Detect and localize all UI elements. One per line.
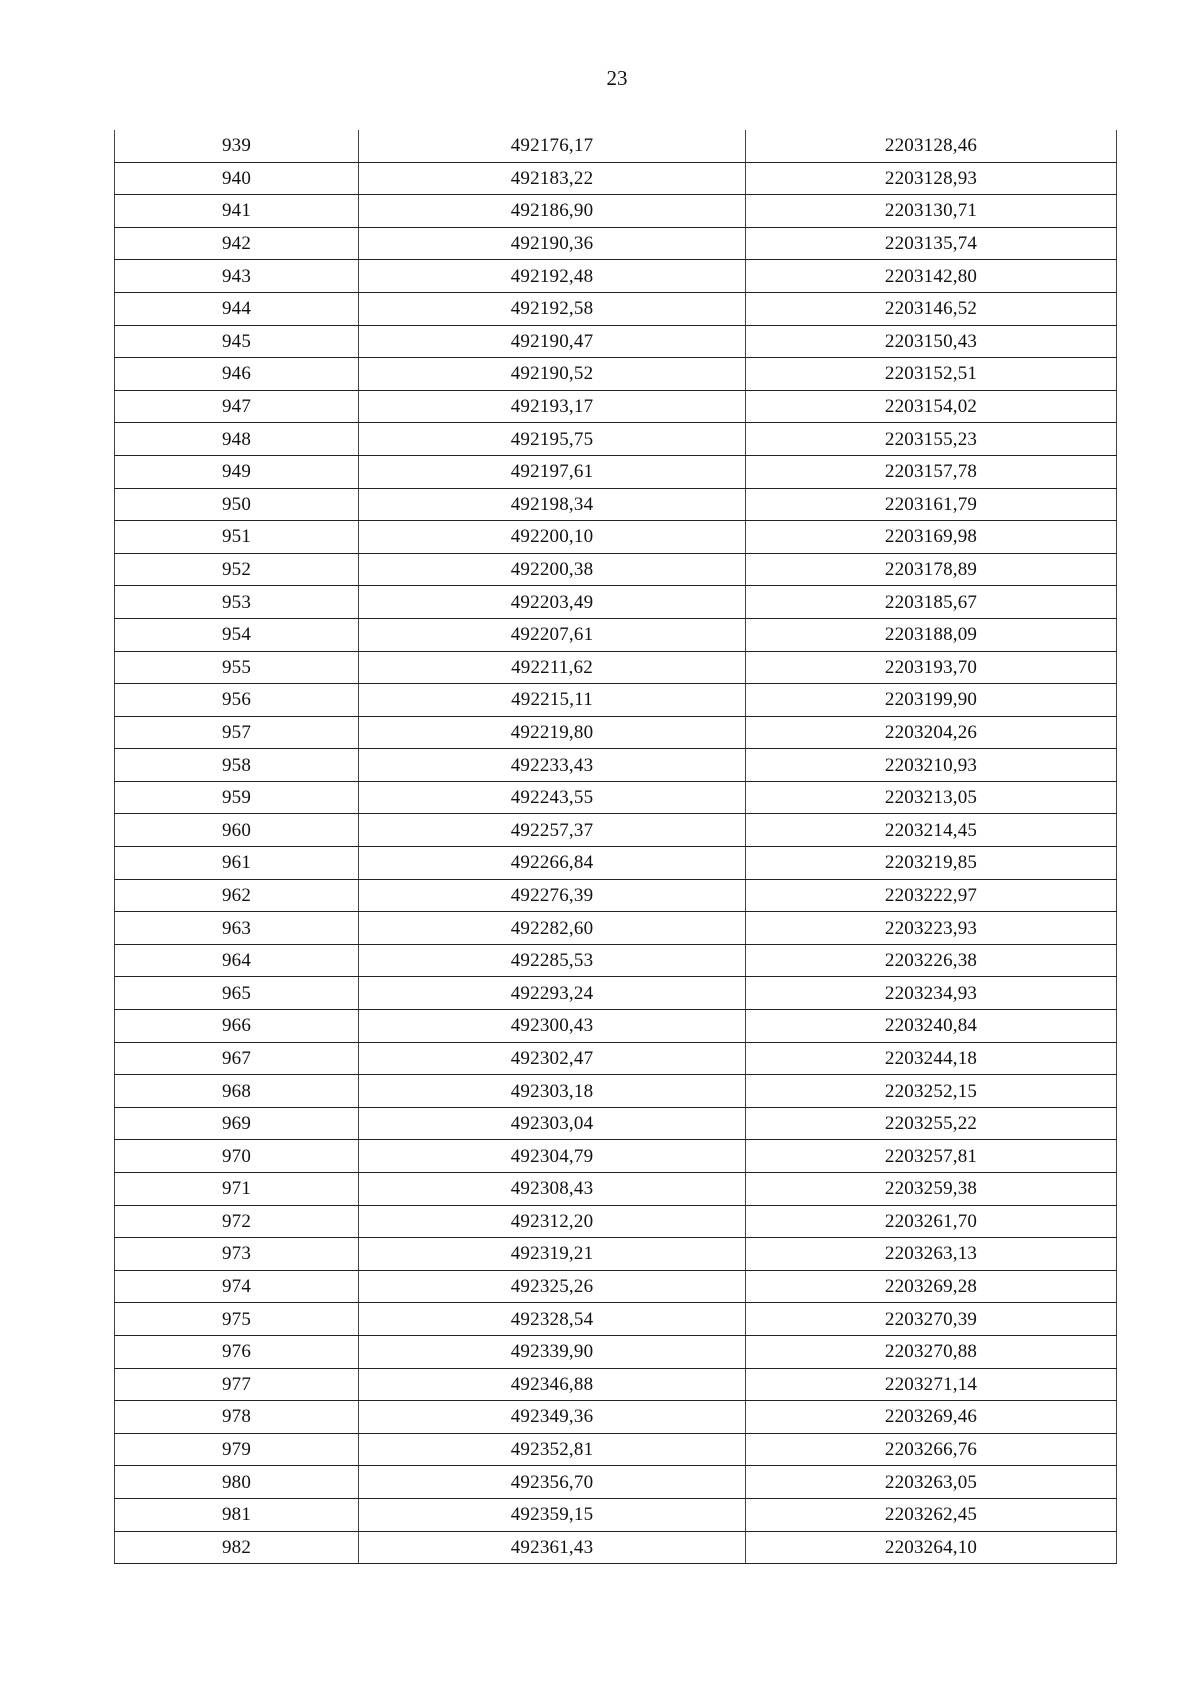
x-coordinate-cell: 492200,10 [359,521,746,554]
point-number-cell: 956 [115,684,359,717]
point-number-cell: 952 [115,553,359,586]
table-row [115,879,1117,912]
x-coordinate-cell: 492361,43 [359,1531,746,1564]
x-coordinate-cell: 492257,37 [359,814,746,847]
table-row [115,1433,1117,1466]
point-number-cell: 958 [115,749,359,782]
table-row [115,325,1117,358]
y-coordinate-cell: 2203269,46 [746,1401,1117,1434]
table-row [115,1205,1117,1238]
table-row [115,227,1117,260]
x-coordinate-cell: 492359,15 [359,1498,746,1531]
point-number-cell: 961 [115,847,359,880]
x-coordinate-cell: 492197,61 [359,455,746,488]
x-coordinate-cell: 492285,53 [359,944,746,977]
x-coordinate-cell: 492312,20 [359,1205,746,1238]
y-coordinate-cell: 2203128,46 [746,130,1117,162]
table-row [115,1531,1117,1564]
y-coordinate-cell: 2203161,79 [746,488,1117,521]
point-number-cell: 963 [115,912,359,945]
y-coordinate-cell: 2203128,93 [746,162,1117,195]
y-coordinate-cell: 2203234,93 [746,977,1117,1010]
table-row [115,260,1117,293]
table-row [115,358,1117,391]
table-row [115,912,1117,945]
x-coordinate-cell: 492198,34 [359,488,746,521]
table-row [115,553,1117,586]
point-number-cell: 941 [115,195,359,228]
table-row [115,1270,1117,1303]
y-coordinate-cell: 2203263,05 [746,1466,1117,1499]
table-row [115,195,1117,228]
y-coordinate-cell: 2203135,74 [746,227,1117,260]
y-coordinate-cell: 2203252,15 [746,1075,1117,1108]
table-row [115,716,1117,749]
point-number-cell: 977 [115,1368,359,1401]
y-coordinate-cell: 2203270,39 [746,1303,1117,1336]
table-row [115,162,1117,195]
x-coordinate-cell: 492215,11 [359,684,746,717]
point-number-cell: 976 [115,1335,359,1368]
table-row [115,130,1117,162]
x-coordinate-cell: 492352,81 [359,1433,746,1466]
y-coordinate-cell: 2203226,38 [746,944,1117,977]
table-row [115,455,1117,488]
y-coordinate-cell: 2203240,84 [746,1010,1117,1043]
point-number-cell: 949 [115,455,359,488]
table-row [115,684,1117,717]
x-coordinate-cell: 492339,90 [359,1335,746,1368]
page-number: 23 [606,66,628,90]
table-row [115,586,1117,619]
point-number-cell: 947 [115,390,359,423]
x-coordinate-cell: 492304,79 [359,1140,746,1173]
point-number-cell: 960 [115,814,359,847]
point-number-cell: 940 [115,162,359,195]
x-coordinate-cell: 492211,62 [359,651,746,684]
y-coordinate-cell: 2203154,02 [746,390,1117,423]
x-coordinate-cell: 492192,58 [359,292,746,325]
y-coordinate-cell: 2203244,18 [746,1042,1117,1075]
y-coordinate-cell: 2203263,13 [746,1238,1117,1271]
point-number-cell: 944 [115,292,359,325]
y-coordinate-cell: 2203223,93 [746,912,1117,945]
y-coordinate-cell: 2203150,43 [746,325,1117,358]
x-coordinate-cell: 492349,36 [359,1401,746,1434]
x-coordinate-cell: 492200,38 [359,553,746,586]
y-coordinate-cell: 2203169,98 [746,521,1117,554]
x-coordinate-cell: 492243,55 [359,781,746,814]
x-coordinate-cell: 492190,36 [359,227,746,260]
point-number-cell: 979 [115,1433,359,1466]
point-number-cell: 982 [115,1531,359,1564]
table-row [115,488,1117,521]
point-number-cell: 968 [115,1075,359,1108]
point-number-cell: 969 [115,1107,359,1140]
x-coordinate-cell: 492193,17 [359,390,746,423]
y-coordinate-cell: 2203270,88 [746,1335,1117,1368]
table-row [115,521,1117,554]
y-coordinate-cell: 2203152,51 [746,358,1117,391]
x-coordinate-cell: 492190,52 [359,358,746,391]
x-coordinate-cell: 492303,18 [359,1075,746,1108]
y-coordinate-cell: 2203214,45 [746,814,1117,847]
y-coordinate-cell: 2203188,09 [746,618,1117,651]
y-coordinate-cell: 2203261,70 [746,1205,1117,1238]
y-coordinate-cell: 2203146,52 [746,292,1117,325]
point-number-cell: 974 [115,1270,359,1303]
table-row [115,1466,1117,1499]
table-row [115,423,1117,456]
point-number-cell: 957 [115,716,359,749]
x-coordinate-cell: 492219,80 [359,716,746,749]
y-coordinate-cell: 2203130,71 [746,195,1117,228]
point-number-cell: 966 [115,1010,359,1043]
table-row [115,1140,1117,1173]
point-number-cell: 981 [115,1498,359,1531]
y-coordinate-cell: 2203213,05 [746,781,1117,814]
point-number-cell: 971 [115,1173,359,1206]
point-number-cell: 962 [115,879,359,912]
table-row [115,618,1117,651]
point-number-cell: 953 [115,586,359,619]
y-coordinate-cell: 2203142,80 [746,260,1117,293]
y-coordinate-cell: 2203199,90 [746,684,1117,717]
point-number-cell: 950 [115,488,359,521]
x-coordinate-cell: 492195,75 [359,423,746,456]
y-coordinate-cell: 2203269,28 [746,1270,1117,1303]
point-number-cell: 951 [115,521,359,554]
y-coordinate-cell: 2203222,97 [746,879,1117,912]
point-number-cell: 942 [115,227,359,260]
table-row [115,1010,1117,1043]
y-coordinate-cell: 2203155,23 [746,423,1117,456]
x-coordinate-cell: 492328,54 [359,1303,746,1336]
y-coordinate-cell: 2203262,45 [746,1498,1117,1531]
x-coordinate-cell: 492176,17 [359,130,746,162]
x-coordinate-cell: 492302,47 [359,1042,746,1075]
y-coordinate-cell: 2203193,70 [746,651,1117,684]
x-coordinate-cell: 492186,90 [359,195,746,228]
y-coordinate-cell: 2203157,78 [746,455,1117,488]
y-coordinate-cell: 2203210,93 [746,749,1117,782]
x-coordinate-cell: 492356,70 [359,1466,746,1499]
x-coordinate-cell: 492233,43 [359,749,746,782]
table-row [115,749,1117,782]
point-number-cell: 980 [115,1466,359,1499]
coordinates-table-body [115,130,1117,1564]
x-coordinate-cell: 492203,49 [359,586,746,619]
table-row [115,814,1117,847]
y-coordinate-cell: 2203178,89 [746,553,1117,586]
point-number-cell: 948 [115,423,359,456]
table-row [115,1042,1117,1075]
point-number-cell: 972 [115,1205,359,1238]
y-coordinate-cell: 2203219,85 [746,847,1117,880]
table-row [115,1075,1117,1108]
x-coordinate-cell: 492308,43 [359,1173,746,1206]
y-coordinate-cell: 2203255,22 [746,1107,1117,1140]
x-coordinate-cell: 492266,84 [359,847,746,880]
table-row [115,1335,1117,1368]
table-row [115,977,1117,1010]
x-coordinate-cell: 492207,61 [359,618,746,651]
point-number-cell: 978 [115,1401,359,1434]
y-coordinate-cell: 2203271,14 [746,1368,1117,1401]
point-number-cell: 945 [115,325,359,358]
point-number-cell: 943 [115,260,359,293]
table-row [115,1498,1117,1531]
x-coordinate-cell: 492276,39 [359,879,746,912]
table-row [115,1303,1117,1336]
x-coordinate-cell: 492346,88 [359,1368,746,1401]
point-number-cell: 970 [115,1140,359,1173]
y-coordinate-cell: 2203185,67 [746,586,1117,619]
table-row [115,1173,1117,1206]
table-row [115,781,1117,814]
x-coordinate-cell: 492300,43 [359,1010,746,1043]
point-number-cell: 965 [115,977,359,1010]
x-coordinate-cell: 492183,22 [359,162,746,195]
point-number-cell: 946 [115,358,359,391]
table-row [115,1401,1117,1434]
table-row [115,292,1117,325]
table-row [115,390,1117,423]
x-coordinate-cell: 492293,24 [359,977,746,1010]
y-coordinate-cell: 2203264,10 [746,1531,1117,1564]
coordinates-table [114,130,1117,1564]
point-number-cell: 973 [115,1238,359,1271]
table-row [115,1238,1117,1271]
x-coordinate-cell: 492282,60 [359,912,746,945]
table-row [115,1368,1117,1401]
point-number-cell: 967 [115,1042,359,1075]
y-coordinate-cell: 2203266,76 [746,1433,1117,1466]
x-coordinate-cell: 492303,04 [359,1107,746,1140]
point-number-cell: 954 [115,618,359,651]
point-number-cell: 975 [115,1303,359,1336]
table-row [115,651,1117,684]
point-number-cell: 955 [115,651,359,684]
table-row [115,847,1117,880]
x-coordinate-cell: 492319,21 [359,1238,746,1271]
y-coordinate-cell: 2203259,38 [746,1173,1117,1206]
y-coordinate-cell: 2203257,81 [746,1140,1117,1173]
x-coordinate-cell: 492325,26 [359,1270,746,1303]
point-number-cell: 964 [115,944,359,977]
x-coordinate-cell: 492192,48 [359,260,746,293]
table-row [115,1107,1117,1140]
x-coordinate-cell: 492190,47 [359,325,746,358]
y-coordinate-cell: 2203204,26 [746,716,1117,749]
point-number-cell: 959 [115,781,359,814]
point-number-cell: 939 [115,130,359,162]
table-row [115,944,1117,977]
